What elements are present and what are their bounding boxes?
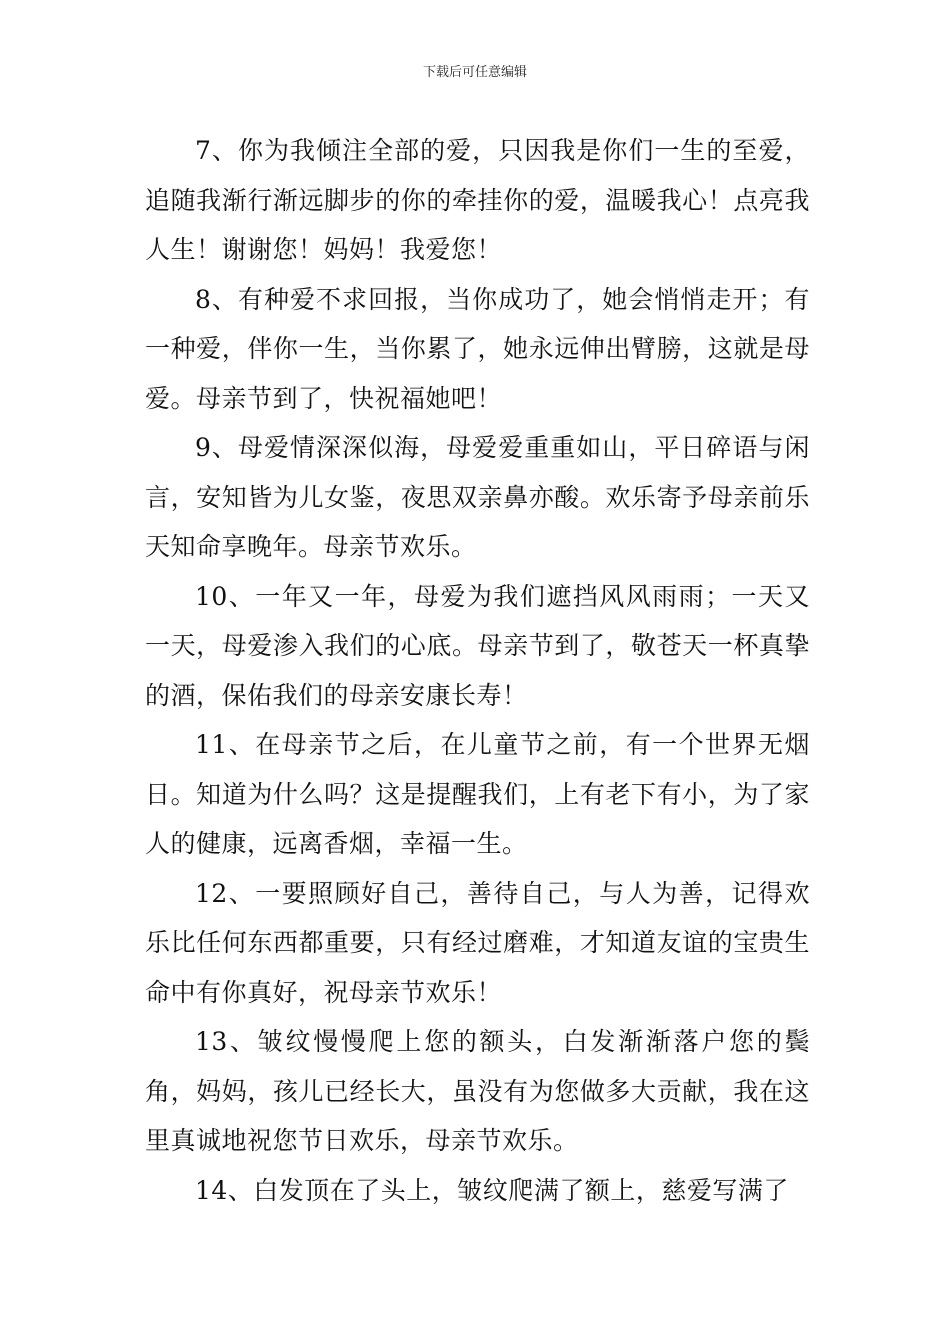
paragraph-10: 10、一年又一年，母爱为我们遮挡风风雨雨；一天又一天，母爱渗入我们的心底。母亲节到了，敬苍天一杯真挚的酒，保佑我们的母亲安康长寿！ bbox=[145, 581, 810, 710]
paragraph-7: 7、你为我倾注全部的爱，只因我是你们一生的至爱，追随我渐行渐远脚步的你的牵挂你的爱，温暖我心！点亮我人生！谢谢您！妈妈！我爱您！ bbox=[145, 136, 810, 264]
paragraph-9: 9、母爱情深深似海，母爱爱重重如山，平日碎语与闲言，安知皆为儿女鉴，夜思双亲鼻亦酸。欢乐寄予母亲前乐天知命享晚年。母亲节欢乐。 bbox=[145, 433, 810, 561]
paragraph-12: 12、一要照顾好自己，善待自己，与人为善，记得欢乐比任何东西都重要，只有经过磨难，才知道友谊的宝贵生命中有你真好，祝母亲节欢乐！ bbox=[145, 878, 810, 1007]
paragraph-11: 11、在母亲节之后，在儿童节之前，有一个世界无烟日。知道为什么吗？这是提醒我们，上有老下有小，为了家人的健康，远离香烟，幸福一生。 bbox=[145, 730, 810, 858]
document-body bbox=[145, 126, 810, 1215]
page-header: 下载后可任意编辑 bbox=[422, 65, 527, 80]
paragraph-14: 14、白发顶在了头上，皱纹爬满了额上，慈爱写满了 bbox=[195, 1175, 789, 1205]
paragraph-8: 8、有种爱不求回报，当你成功了，她会悄悄走开；有一种爱，伴你一生，当你累了，她永远伸出臂膀，这就是母爱。母亲节到了，快祝福她吧！ bbox=[145, 284, 810, 413]
paragraph-13: 13、皱纹慢慢爬上您的额头，白发渐渐落户您的鬓角，妈妈，孩儿已经长大，虽没有为您做多大贡献，我在这里真诚地祝您节日欢乐，母亲节欢乐。 bbox=[145, 1027, 810, 1155]
